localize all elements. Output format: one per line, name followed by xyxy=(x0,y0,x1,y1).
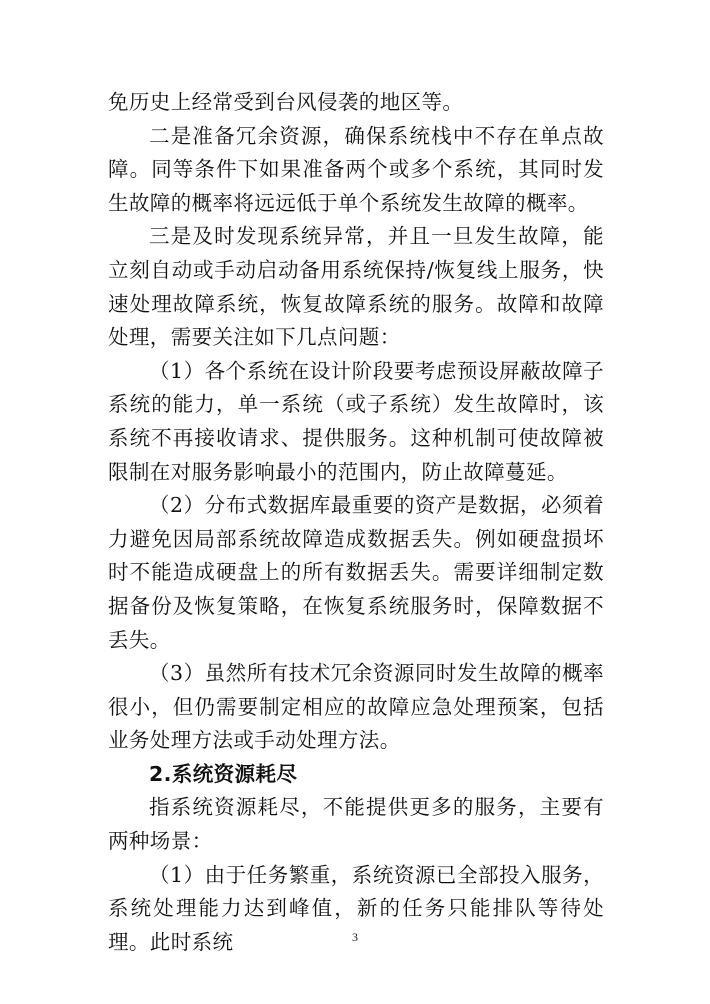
section-heading-resource-exhaustion: 2.系统资源耗尽 xyxy=(149,761,298,786)
paragraph-point-1-isolation: （1）各个系统在设计阶段要考虑预设屏蔽故障子系统的能力，单一系统（或子系统）发生故障时，该系统不再接收请求、提供服务。这种机制可使故障被限制在对服务影响最小的范围内，防止故障蔓延。 xyxy=(108,358,604,484)
paragraph-scenario-1: （1）由于任务繁重，系统资源已全部投入服务，系统处理能力达到峰值，新的任务只能排队等待处理。此时系统 xyxy=(108,862,604,954)
paragraph-point-2-data-loss: （2）分布式数据库最重要的资产是数据，必须着力避免因局部系统故障造成数据丢失。例如硬盘损坏时不能造成硬盘上的所有数据丢失。需要详细制定数据备份及恢复策略，在恢复系统服务时，保障数据不丢失。 xyxy=(108,493,604,652)
paragraph-point-3-contingency: （3）虽然所有技术冗余资源同时发生故障的概率很小，但仍需要制定相应的故障应急处理预案，包括业务处理方法或手动处理方法。 xyxy=(108,661,604,753)
paragraph-typhoon-continuation: 免历史上经常受到台风侵袭的地区等。 xyxy=(108,90,464,114)
paragraph-redundant-resources: 二是准备冗余资源，确保系统栈中不存在单点故障。同等条件下如果准备两个或多个系统，其同时发生故障的概率将远远低于单个系统发生故障的概率。 xyxy=(108,123,604,215)
paragraph-detect-anomaly: 三是及时发现系统异常，并且一旦发生故障，能立刻自动或手动启动备用系统保持/恢复线上服务，快速处理故障系统，恢复故障系统的服务。故障和故障处理，需要关注如下几点问题： xyxy=(108,224,604,350)
body-text xyxy=(108,86,604,959)
page-number: 3 xyxy=(352,930,358,944)
paragraph-resource-exhaustion-intro: 指系统资源耗尽，不能提供更多的服务，主要有两种场景： xyxy=(108,795,604,854)
